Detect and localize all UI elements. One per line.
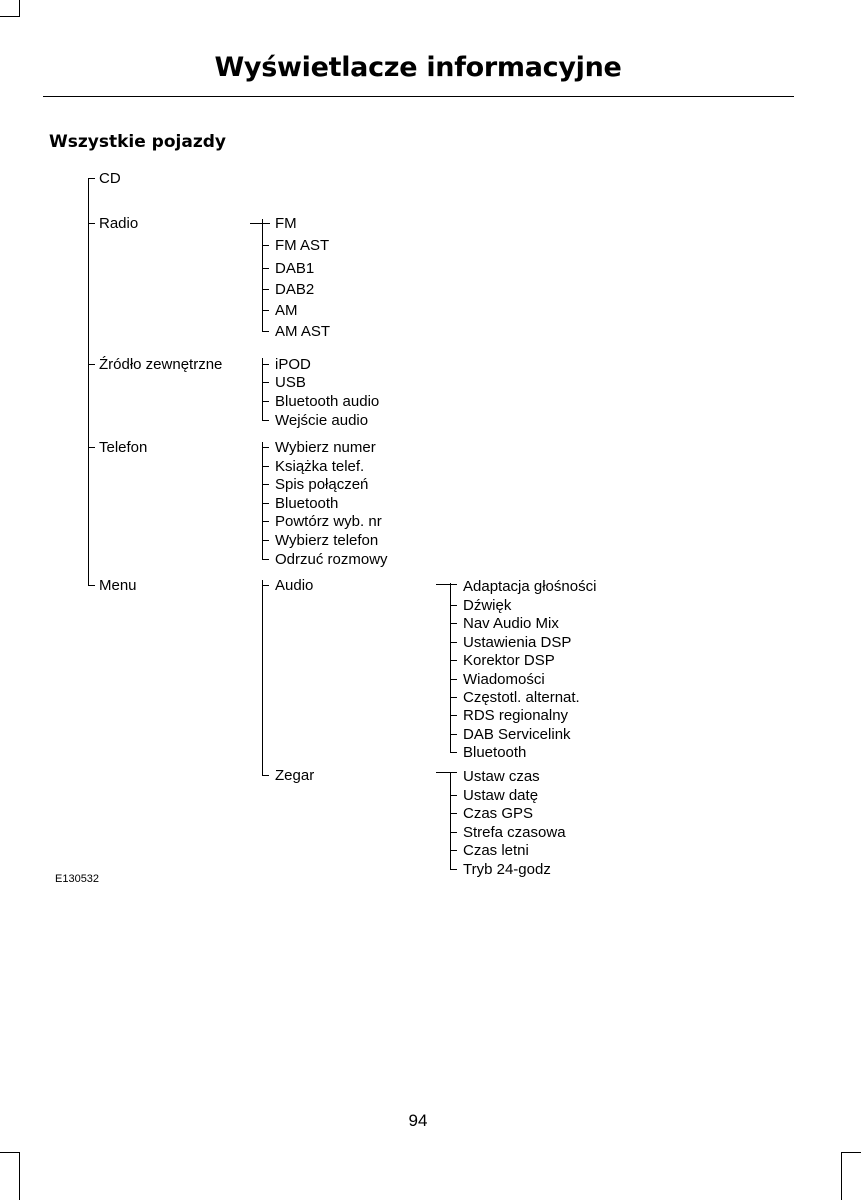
title-divider bbox=[43, 96, 794, 97]
tree-trunk-clock bbox=[450, 772, 451, 870]
tree-branch bbox=[262, 310, 269, 311]
page-number: 94 bbox=[408, 1111, 428, 1130]
tree-branch bbox=[262, 540, 269, 541]
tree-branch bbox=[88, 585, 95, 586]
tree-branch bbox=[262, 401, 269, 402]
crop-mark-top-left bbox=[0, 16, 20, 17]
tree-branch bbox=[450, 795, 457, 796]
tree-branch bbox=[88, 364, 95, 365]
tree-branch bbox=[262, 268, 269, 269]
clock-option: Czas letni bbox=[463, 842, 529, 859]
tree-branch bbox=[88, 447, 95, 448]
crop-mark-bottom-right bbox=[841, 1152, 861, 1153]
external-source-option: iPOD bbox=[275, 356, 311, 373]
tree-branch bbox=[262, 521, 269, 522]
radio-option: FM bbox=[275, 215, 297, 232]
radio-option: DAB2 bbox=[275, 281, 315, 298]
phone-option: Bluetooth bbox=[275, 495, 339, 512]
tree-branch bbox=[436, 772, 457, 773]
audio-option: Ustawienia DSP bbox=[463, 634, 572, 651]
tree-branch bbox=[262, 289, 269, 290]
external-source-option: Bluetooth audio bbox=[275, 393, 380, 410]
tree-branch bbox=[88, 223, 95, 224]
menu-option-audio: Audio bbox=[275, 577, 314, 594]
clock-option: Strefa czasowa bbox=[463, 824, 566, 841]
tree-branch bbox=[436, 584, 457, 585]
tree-branch bbox=[450, 869, 457, 870]
menu-item-radio: Radio bbox=[99, 215, 139, 232]
phone-option: Wybierz telefon bbox=[275, 532, 379, 549]
tree-branch bbox=[262, 559, 269, 560]
tree-branch bbox=[450, 832, 457, 833]
radio-option: AM bbox=[275, 302, 298, 319]
tree-branch bbox=[450, 752, 457, 753]
tree-branch bbox=[450, 642, 457, 643]
audio-option: Częstotl. alternat. bbox=[463, 689, 580, 706]
tree-trunk-audio bbox=[450, 583, 451, 753]
tree-branch bbox=[262, 775, 269, 776]
audio-option: Korektor DSP bbox=[463, 652, 555, 669]
tree-branch bbox=[450, 734, 457, 735]
phone-option: Odrzuć rozmowy bbox=[275, 551, 388, 568]
external-source-option: USB bbox=[275, 374, 306, 391]
tree-trunk-external-source bbox=[262, 358, 263, 421]
menu-item-external-source: Źródło zewnętrzne bbox=[99, 356, 223, 373]
tree-trunk-phone bbox=[262, 442, 263, 560]
audio-option: Wiadomości bbox=[463, 671, 545, 688]
tree-branch bbox=[262, 447, 269, 448]
phone-option: Wybierz numer bbox=[275, 439, 376, 456]
tree-branch bbox=[450, 813, 457, 814]
radio-option: DAB1 bbox=[275, 260, 315, 277]
tree-trunk-level1 bbox=[88, 178, 89, 586]
radio-option: FM AST bbox=[275, 237, 330, 254]
audio-option: RDS regionalny bbox=[463, 707, 569, 724]
tree-branch bbox=[88, 178, 95, 179]
figure-code: E130532 bbox=[55, 873, 100, 885]
clock-option: Czas GPS bbox=[463, 805, 534, 822]
tree-branch bbox=[450, 660, 457, 661]
menu-item-cd: CD bbox=[99, 170, 121, 187]
clock-option: Tryb 24-godz bbox=[463, 861, 551, 878]
phone-option: Spis połączeń bbox=[275, 476, 369, 493]
tree-branch bbox=[262, 484, 269, 485]
audio-option: Adaptacja głośności bbox=[463, 578, 597, 595]
tree-branch bbox=[450, 850, 457, 851]
section-heading: Wszystkie pojazdy bbox=[49, 132, 226, 152]
crop-mark-bottom-left bbox=[19, 1152, 20, 1200]
crop-mark-bottom-left bbox=[0, 1152, 20, 1153]
tree-branch bbox=[450, 715, 457, 716]
audio-option: DAB Servicelink bbox=[463, 726, 571, 743]
audio-option: Nav Audio Mix bbox=[463, 615, 559, 632]
radio-option: AM AST bbox=[275, 323, 331, 340]
phone-option: Powtórz wyb. nr bbox=[275, 513, 382, 530]
tree-branch bbox=[262, 382, 269, 383]
tree-branch bbox=[262, 585, 269, 586]
tree-branch bbox=[450, 697, 457, 698]
audio-option: Bluetooth bbox=[463, 744, 527, 761]
tree-branch bbox=[262, 331, 269, 332]
menu-option-clock: Zegar bbox=[275, 767, 315, 784]
tree-branch bbox=[262, 466, 269, 467]
tree-branch bbox=[450, 605, 457, 606]
tree-trunk-radio bbox=[262, 219, 263, 332]
clock-option: Ustaw datę bbox=[463, 787, 539, 804]
tree-trunk-menu bbox=[262, 580, 263, 776]
clock-option: Ustaw czas bbox=[463, 768, 540, 785]
menu-item-menu: Menu bbox=[99, 577, 137, 594]
menu-item-phone: Telefon bbox=[99, 439, 148, 456]
tree-branch bbox=[262, 420, 269, 421]
tree-branch bbox=[262, 364, 269, 365]
tree-branch bbox=[450, 679, 457, 680]
tree-branch bbox=[450, 623, 457, 624]
page-title: Wyświetlacze informacyjne bbox=[214, 52, 622, 83]
tree-branch bbox=[262, 503, 269, 504]
crop-mark-top-left bbox=[19, 0, 20, 17]
audio-option: Dźwięk bbox=[463, 597, 512, 614]
crop-mark-bottom-right bbox=[841, 1152, 842, 1200]
phone-option: Książka telef. bbox=[275, 458, 365, 475]
tree-branch bbox=[250, 223, 270, 224]
tree-branch bbox=[262, 245, 269, 246]
external-source-option: Wejście audio bbox=[275, 412, 369, 429]
